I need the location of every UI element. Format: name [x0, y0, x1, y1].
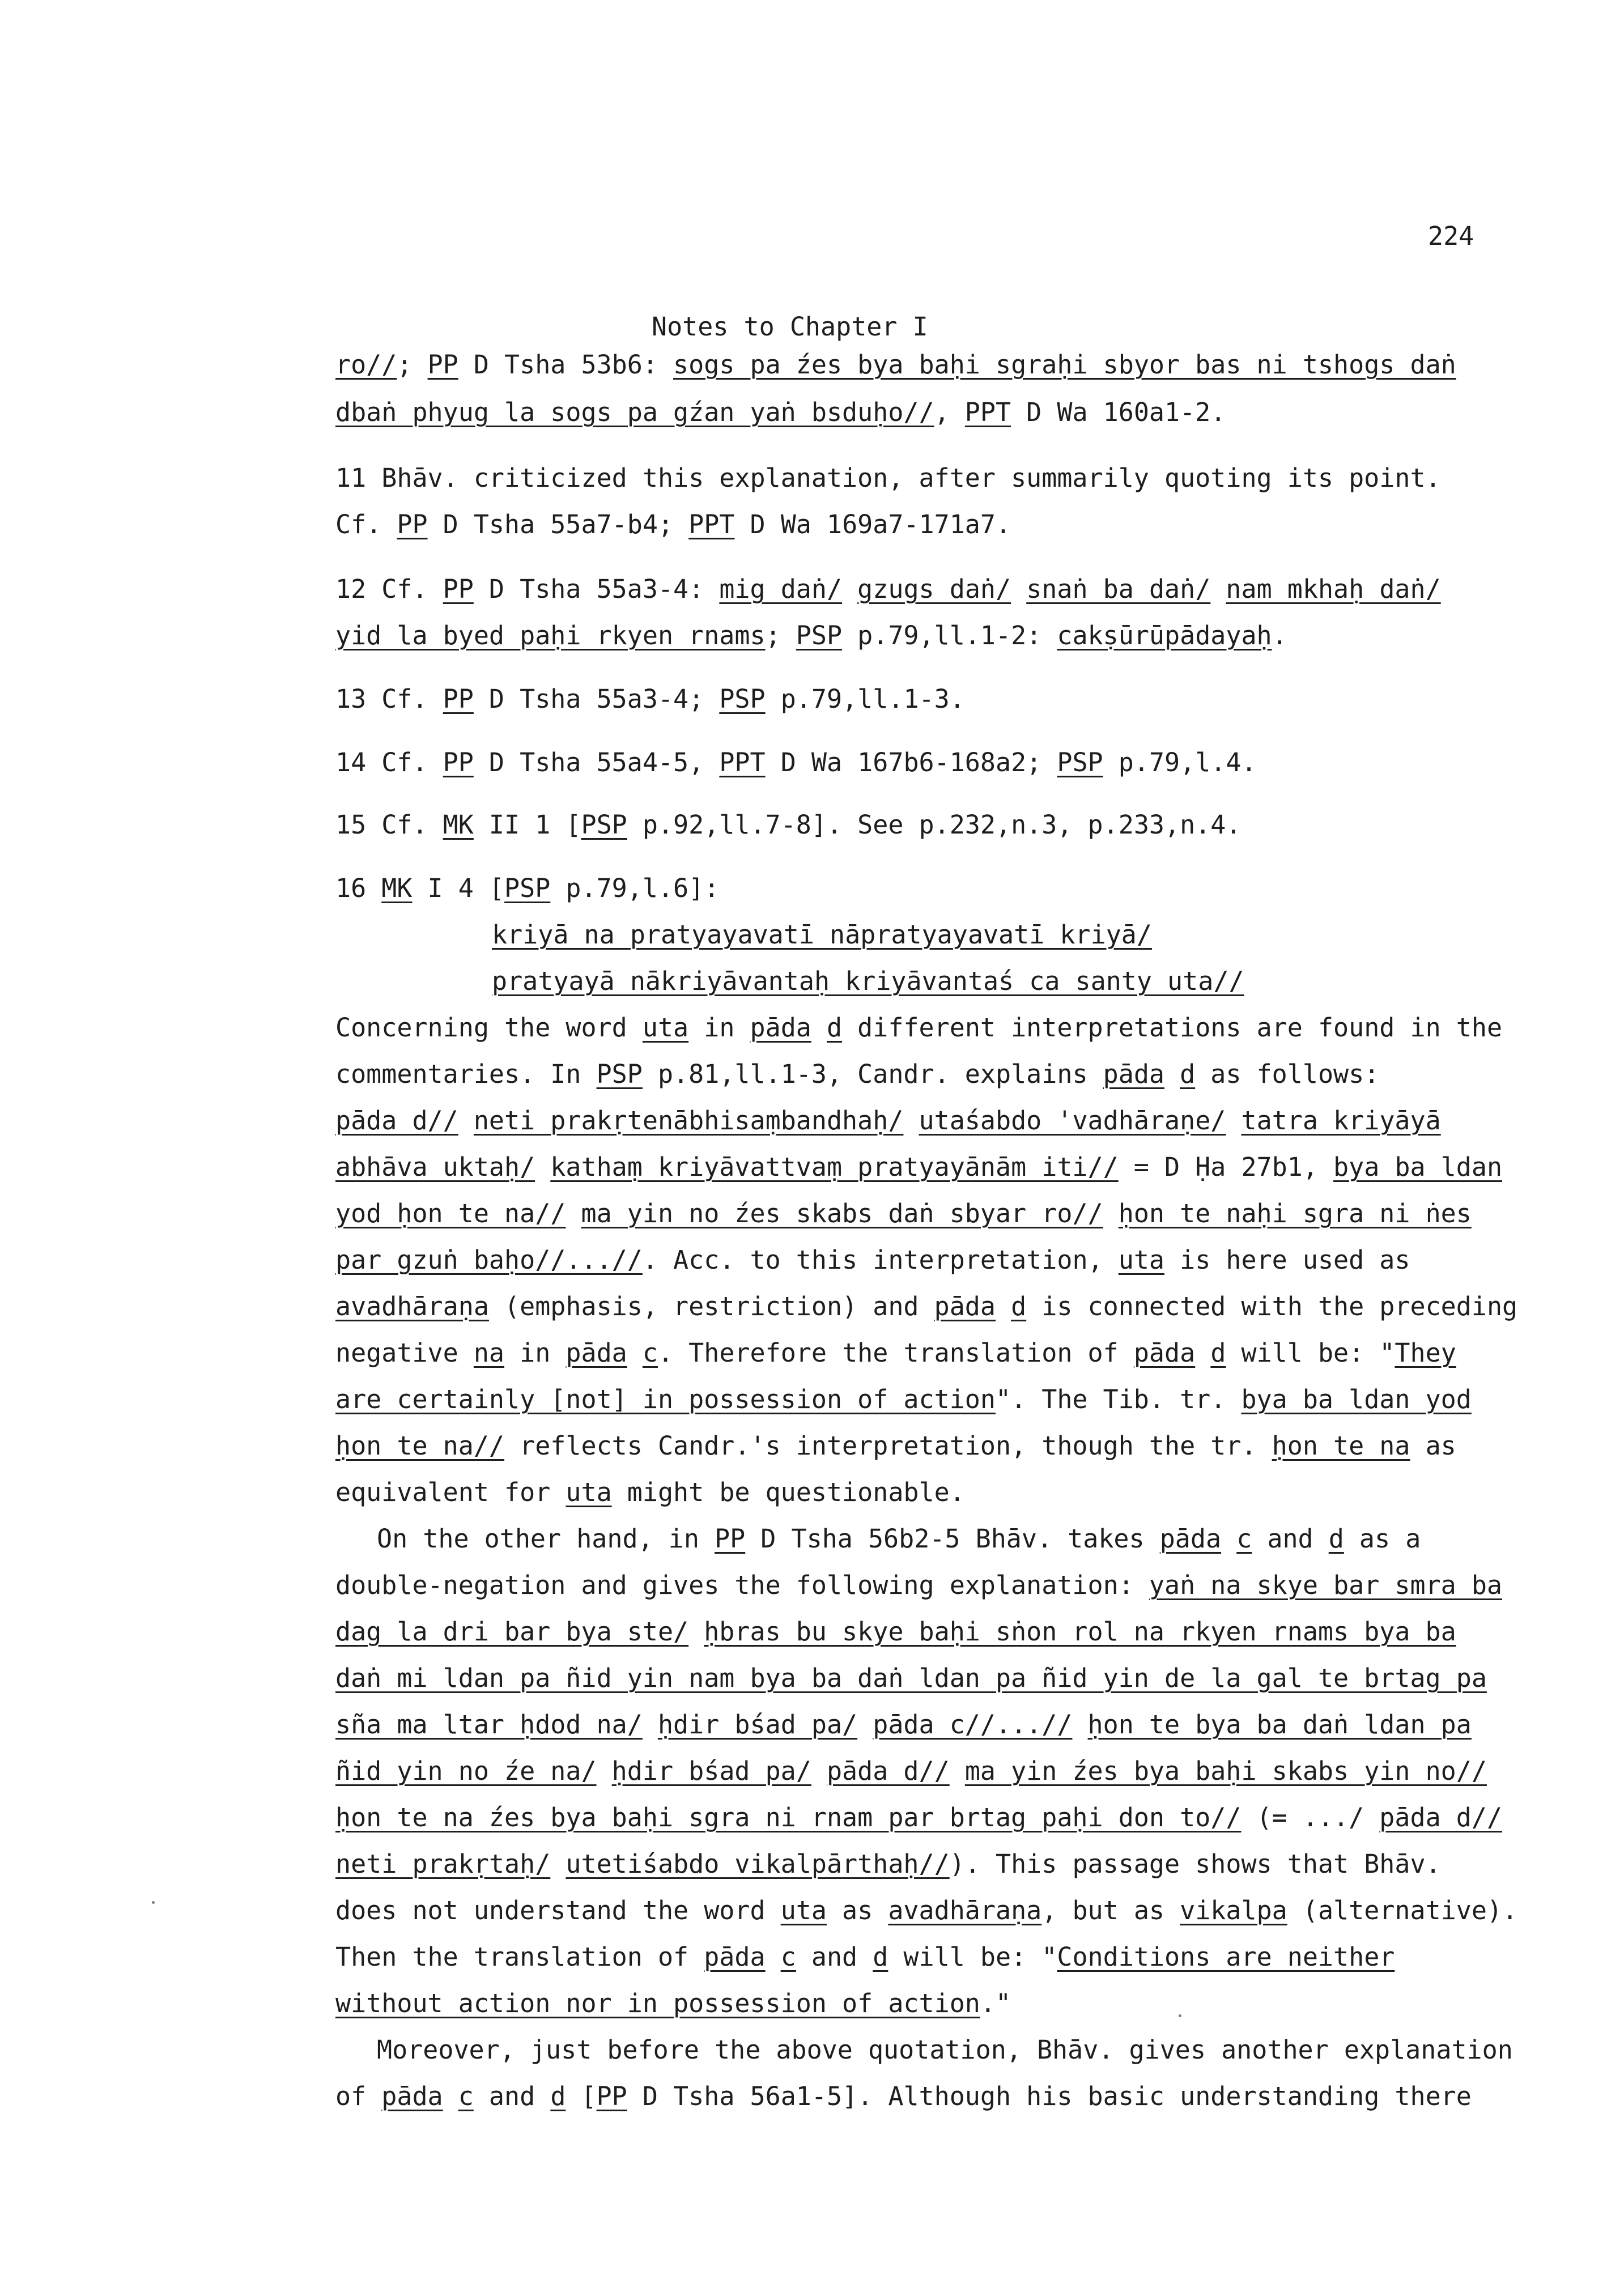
text-run — [857, 1710, 873, 1740]
underlined-term: ḥon te naḥi sgra ni ṅes — [1118, 1198, 1472, 1228]
text-line — [335, 572, 1441, 606]
text-line — [335, 2080, 1472, 2114]
text-run: negative — [335, 1338, 474, 1368]
text-line — [335, 1894, 1517, 1928]
scan-speck — [1179, 2014, 1181, 2017]
underlined-term: PSP — [796, 620, 843, 650]
text-run: p.92,ll.7-8]. See p.232,n.3, p.233,n.4. — [627, 810, 1242, 840]
underlined-term: pāda — [1103, 1059, 1165, 1089]
text-line — [335, 1429, 1456, 1463]
underlined-term: pāda — [750, 1013, 811, 1043]
text-run — [627, 1338, 643, 1368]
text-line — [335, 396, 1226, 430]
text-run: D Tsha 53b6: — [458, 350, 674, 380]
underlined-term: abhāva uktaḥ/ — [335, 1152, 535, 1182]
text-run: D Tsha 56a1-5]. Although his basic understanding there — [627, 2081, 1472, 2111]
underlined-term: daṅ mi ldan pa ñid yin nam bya ba daṅ ldan pa ñid yin de la gal te brtag pa — [335, 1663, 1487, 1693]
underlined-term: pāda d// — [826, 1756, 950, 1786]
scan-speck — [152, 1901, 155, 1904]
underlined-term: sogs pa źes bya baḥi sgraḥi sbyor bas ni tshogs daṅ — [673, 350, 1456, 380]
underlined-term: ḥon te na źes bya baḥi sgra ni rnam par brtag paḥi don to// — [335, 1802, 1242, 1832]
underlined-term: c — [642, 1338, 658, 1368]
text-run: as a — [1344, 1524, 1421, 1554]
text-line — [335, 871, 719, 905]
text-line — [335, 1290, 1517, 1324]
text-run: D Tsha 55a3-4: — [473, 574, 720, 604]
text-run: On the other hand, in — [377, 1524, 715, 1554]
underlined-term: PSP — [581, 810, 627, 840]
underlined-term: MK — [443, 810, 474, 840]
text-run: in — [504, 1338, 566, 1368]
text-run — [766, 1942, 781, 1972]
text-run — [1164, 1059, 1180, 1089]
underlined-term: pāda — [704, 1942, 766, 1972]
text-run: Concerning the word — [335, 1013, 643, 1043]
text-line — [335, 1661, 1487, 1695]
underlined-term: c — [780, 1942, 796, 1972]
underlined-term: cakṣūrūpādayaḥ — [1057, 620, 1272, 650]
text-run: D Wa 169a7-171a7. — [734, 509, 1011, 539]
text-run — [1011, 574, 1026, 604]
underlined-term: pāda c//...// — [873, 1710, 1073, 1740]
underlined-term: PSP — [504, 873, 551, 903]
text-line — [335, 746, 1257, 780]
text-run — [811, 1756, 827, 1786]
text-run: of — [335, 2081, 382, 2111]
text-run: ". The Tib. tr. — [995, 1384, 1242, 1414]
text-run: and — [1252, 1524, 1329, 1554]
text-run: and — [473, 2081, 551, 2111]
underlined-term: snaṅ ba daṅ/ — [1026, 574, 1211, 604]
underlined-term: par gzuṅ baḥo//...// — [335, 1245, 643, 1275]
underlined-term: PPT — [719, 747, 766, 777]
underlined-term: ḥon te na// — [335, 1431, 505, 1461]
text-run — [903, 1106, 919, 1136]
text-line — [335, 808, 1241, 842]
underlined-term: dbaṅ phyug la sogs pa gźan yaṅ bsduḥo// — [335, 397, 934, 427]
text-line — [335, 348, 1456, 382]
text-run: might be questionable. — [611, 1477, 965, 1507]
underlined-term: tatra kriyāyā — [1241, 1106, 1441, 1136]
underlined-term: ḥbras bu skye baḥi sṅon rol na rkyen rnams bya ba — [704, 1617, 1456, 1647]
underlined-term: uta — [566, 1477, 612, 1507]
underlined-term: mig daṅ/ — [719, 574, 843, 604]
text-run: ). This passage shows that Bhāv. — [949, 1849, 1441, 1879]
text-run — [1072, 1710, 1087, 1740]
text-run: Then the translation of — [335, 1942, 704, 1972]
text-run — [643, 1710, 658, 1740]
underlined-term: utetiśabdo vikalpārthaḥ// — [566, 1849, 950, 1879]
underlined-term: ḥon te bya ba daṅ ldan pa — [1087, 1710, 1472, 1740]
underlined-term: pāda — [1159, 1524, 1222, 1554]
text-line — [335, 1940, 1395, 1974]
text-run: D Wa 167b6-168a2; — [765, 747, 1057, 777]
text-run: as — [826, 1895, 888, 1925]
text-run: equivalent for — [335, 1477, 566, 1507]
text-run: , but as — [1041, 1895, 1180, 1925]
underlined-term: MK — [381, 873, 413, 903]
underlined-term: sña ma ltar ḥdod na/ — [335, 1710, 643, 1740]
underlined-term: They — [1395, 1338, 1456, 1368]
text-run — [842, 574, 857, 604]
text-run: (= .../ — [1241, 1802, 1380, 1832]
text-run: (alternative). — [1287, 1895, 1518, 1925]
text-run: as — [1410, 1431, 1456, 1461]
underlined-term: ñid yin no źe na/ — [335, 1756, 597, 1786]
underlined-term: kathaṃ kriyāvattvaṃ pratyayānām iti// — [550, 1152, 1119, 1182]
underlined-term: yid la byed paḥi rkyen rnams — [335, 620, 766, 650]
text-line — [335, 1476, 965, 1510]
underlined-term: pāda — [1133, 1338, 1196, 1368]
text-run: p.79,l.6]: — [550, 873, 720, 903]
underlined-term: avadhāraṇa — [335, 1291, 489, 1321]
text-line — [335, 508, 1011, 542]
underlined-term: PP — [715, 1524, 746, 1554]
underlined-term: pratyayā nākriyāvantaḥ kriyāvantaś ca santy uta// — [492, 966, 1244, 996]
text-run: . Acc. to this interpretation, — [642, 1245, 1119, 1275]
chapter-title: Notes to Chapter I — [652, 312, 928, 342]
text-run — [688, 1617, 704, 1647]
text-run: 15 Cf. — [335, 810, 443, 840]
text-run — [550, 1849, 566, 1879]
text-run: 11 Bhāv. criticized this explanation, after summarily quoting its point. — [335, 463, 1441, 493]
underlined-term: d — [826, 1013, 843, 1043]
text-run: p.81,ll.1-3, Candr. explains — [642, 1059, 1103, 1089]
text-run: (emphasis, restriction) and — [488, 1291, 934, 1321]
text-line — [335, 1197, 1472, 1231]
text-line — [335, 1383, 1472, 1417]
underlined-term: c — [458, 2081, 474, 2111]
text-run: D Tsha 56b2-5 Bhāv. takes — [745, 1524, 1160, 1554]
underlined-term: neti prakṛtenābhisaṃbandhaḥ/ — [473, 1106, 904, 1136]
text-line — [335, 1336, 1456, 1370]
text-run — [950, 1756, 965, 1786]
text-run — [1103, 1198, 1119, 1228]
underlined-term: avadhāraṇa — [888, 1895, 1042, 1925]
text-line — [335, 1708, 1472, 1742]
text-run: D Tsha 55a4-5, — [473, 747, 720, 777]
underlined-term: pāda d// — [335, 1106, 458, 1136]
underlined-term: PP — [443, 574, 474, 604]
text-run: commentaries. In — [335, 1059, 597, 1089]
underlined-term: d — [1011, 1291, 1027, 1321]
underlined-term: PPT — [964, 397, 1011, 427]
underlined-term: PP — [596, 2081, 627, 2111]
text-run — [1226, 1106, 1241, 1136]
text-run: does not understand the word — [335, 1895, 781, 1925]
underlined-term: without action nor in possession of action — [335, 1988, 980, 2018]
underlined-term: bya ba ldan yod — [1241, 1384, 1472, 1414]
underlined-term: kriyā na pratyayavatī nāpratyayavatī kriyā/ — [492, 920, 1152, 950]
text-run: [ — [566, 2081, 597, 2111]
text-run: 12 Cf. — [335, 574, 443, 604]
text-run: p.79,ll.1-3. — [765, 684, 965, 714]
text-run: D Tsha 55a7-b4; — [427, 509, 689, 539]
underlined-term: PP — [427, 350, 458, 380]
text-run: double-negation and gives the following explanation: — [335, 1570, 1149, 1600]
text-run: p.79,l.4. — [1103, 747, 1257, 777]
text-run — [535, 1152, 550, 1182]
text-line — [335, 682, 965, 716]
text-run: will be: " — [888, 1942, 1057, 1972]
underlined-term: d — [550, 2081, 566, 2111]
underlined-term: uta — [780, 1895, 827, 1925]
text-run — [1221, 1524, 1236, 1554]
text-run: is connected with the preceding — [1026, 1291, 1518, 1321]
underlined-term: d — [1210, 1338, 1226, 1368]
text-line — [335, 619, 1287, 653]
underlined-term: d — [873, 1942, 888, 1972]
text-line — [335, 1801, 1502, 1835]
underlined-term: na — [473, 1338, 505, 1368]
underlined-term: nam mkhaḥ daṅ/ — [1226, 574, 1441, 604]
text-run: different interpretations are found in the — [842, 1013, 1503, 1043]
text-run — [811, 1013, 827, 1043]
underlined-term: Conditions are neither — [1057, 1942, 1395, 1972]
underlined-term: uta — [1118, 1245, 1165, 1275]
underlined-term: ḥon te na — [1272, 1431, 1410, 1461]
text-run: will be: " — [1226, 1338, 1395, 1368]
underlined-term: ro// — [335, 350, 397, 380]
page-number: 224 — [1428, 221, 1474, 251]
underlined-term: utaśabdo 'vadhāraṇe/ — [919, 1106, 1226, 1136]
text-run: is here used as — [1164, 1245, 1410, 1275]
text-run — [996, 1291, 1011, 1321]
text-line — [335, 1011, 1502, 1045]
underlined-term: pāda — [381, 2081, 443, 2111]
text-run: ; — [397, 350, 428, 380]
text-run — [566, 1198, 581, 1228]
text-line — [492, 964, 1244, 998]
underlined-term: ḥdir bśad pa/ — [657, 1710, 858, 1740]
underlined-term: bya ba ldan — [1333, 1152, 1503, 1182]
text-run — [458, 1106, 474, 1136]
underlined-term: pāda — [934, 1291, 996, 1321]
underlined-term: c — [1236, 1524, 1252, 1554]
underlined-term: PSP — [1057, 747, 1103, 777]
text-line — [335, 1615, 1456, 1649]
text-run: ; — [765, 620, 796, 650]
text-line — [335, 461, 1441, 495]
text-run: II 1 [ — [473, 810, 581, 840]
text-run: Moreover, just before the above quotation, Bhāv. gives another explanation — [377, 2035, 1513, 2065]
text-run: as follows: — [1195, 1059, 1380, 1089]
text-run — [1195, 1338, 1210, 1368]
text-run: 14 Cf. — [335, 747, 443, 777]
underlined-term: vikalpa — [1180, 1895, 1287, 1925]
text-run — [1210, 574, 1226, 604]
underlined-term: are certainly [not] in possession of action — [335, 1384, 996, 1414]
underlined-term: yod ḥon te na// — [335, 1198, 566, 1228]
text-line — [335, 1987, 1011, 2021]
underlined-term: d — [1328, 1524, 1344, 1554]
underlined-term: neti prakṛtaḥ/ — [335, 1849, 551, 1879]
underlined-term: pāda d// — [1379, 1802, 1503, 1832]
text-line — [335, 1754, 1487, 1788]
text-run: and — [796, 1942, 873, 1972]
text-run: 16 — [335, 873, 382, 903]
text-run: Cf. — [335, 509, 397, 539]
underlined-term: PP — [397, 509, 428, 539]
underlined-term: PP — [443, 684, 474, 714]
text-run: 13 Cf. — [335, 684, 443, 714]
underlined-term: PSP — [596, 1059, 643, 1089]
text-line — [335, 1057, 1379, 1091]
text-run: in — [688, 1013, 750, 1043]
text-run: = D Ḥa 27b1, — [1118, 1152, 1334, 1182]
underlined-term: dag la dri bar bya ste/ — [335, 1617, 689, 1647]
underlined-term: gzugs daṅ/ — [857, 574, 1011, 604]
text-line — [335, 1847, 1441, 1881]
text-run: . — [1272, 620, 1287, 650]
text-run: D Wa 160a1-2. — [1011, 397, 1226, 427]
text-run — [443, 2081, 458, 2111]
text-line — [335, 1243, 1410, 1277]
text-line — [335, 1568, 1502, 1602]
text-run: I 4 [ — [412, 873, 505, 903]
underlined-term: ḥdir bśad pa/ — [611, 1756, 811, 1786]
text-line — [335, 1104, 1441, 1138]
text-run: p.79,ll.1-2: — [842, 620, 1057, 650]
underlined-term: d — [1180, 1059, 1196, 1089]
text-run — [597, 1756, 612, 1786]
underlined-term: PPT — [688, 509, 735, 539]
underlined-term: ma yin źes bya baḥi skabs yin no// — [964, 1756, 1487, 1786]
text-run: , — [934, 397, 965, 427]
text-line — [377, 1522, 1421, 1556]
text-line — [492, 918, 1152, 952]
text-run: ." — [980, 1988, 1011, 2018]
underlined-term: uta — [642, 1013, 689, 1043]
text-line — [377, 2033, 1513, 2067]
text-run: . Therefore the translation of — [657, 1338, 1134, 1368]
text-run: reflects Candr.'s interpretation, though the tr. — [504, 1431, 1272, 1461]
underlined-term: pāda — [566, 1338, 627, 1368]
underlined-term: ma yin no źes skabs daṅ sbyar ro// — [581, 1198, 1103, 1228]
text-run: D Tsha 55a3-4; — [473, 684, 720, 714]
underlined-term: yaṅ na skye bar smra ba — [1149, 1570, 1503, 1600]
text-line — [335, 1150, 1502, 1184]
underlined-term: PP — [443, 747, 474, 777]
underlined-term: PSP — [719, 684, 766, 714]
